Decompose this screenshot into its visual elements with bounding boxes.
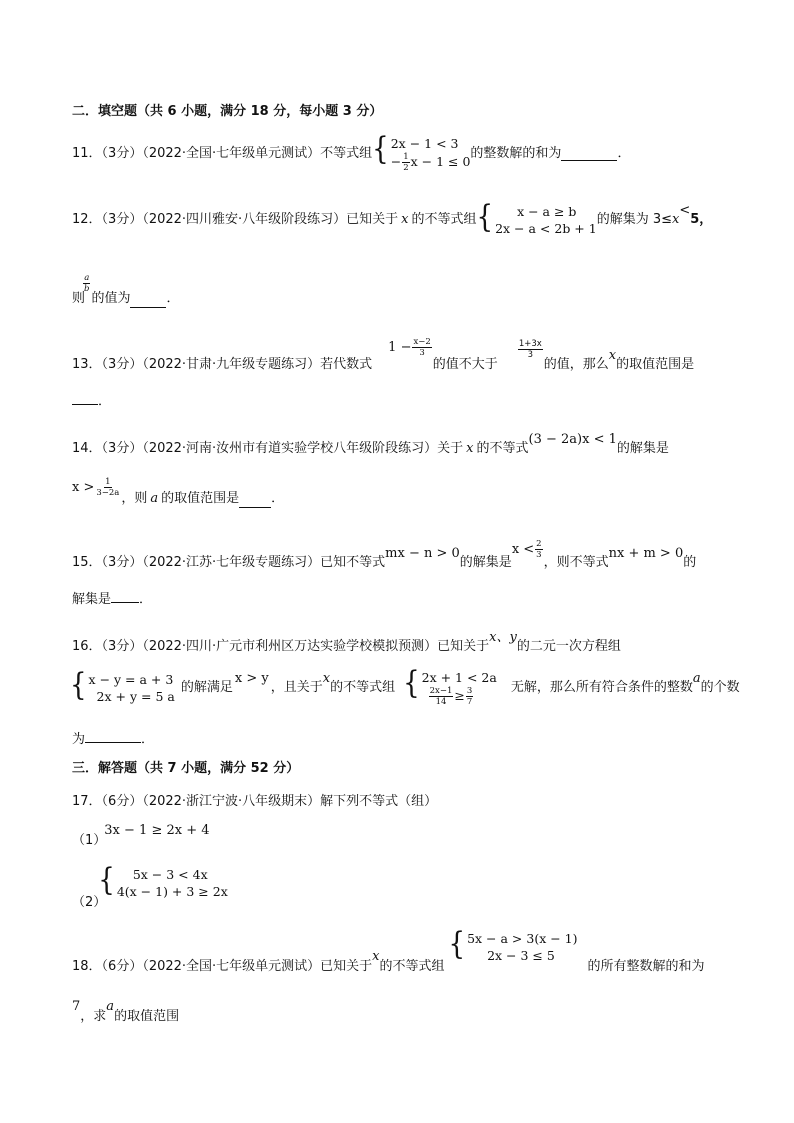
question-16-line-2 [70,664,740,712]
q15-suffix: 的 [683,555,697,570]
q15-inequality-1: mx − n > 0 [385,546,460,561]
q13-suffix2: 的取值范围是 [616,357,695,372]
q18-mid: 的不等式组 [379,959,445,974]
q13-expr1 [388,337,433,358]
q16-end: ． [141,732,155,747]
q12-fraction-a-over-b [83,273,90,294]
question-15-line-2 [72,590,152,609]
q14-suffix: 的解集是 [616,441,669,456]
q12-answer-blank[interactable] [130,295,166,308]
q16-mid2: ，且关于 [270,680,323,695]
q14-inequality: (3 − 2a)x < 1 [528,432,617,447]
q14-mid: 的不等式 [476,441,529,456]
q11-fraction [402,152,409,173]
q16-mid3: 的不等式组 [330,680,396,695]
q14-var-a: a [150,491,159,506]
q12-row-2: 2x − a < 2b + 1 [495,221,597,236]
q18-var-a: a [106,999,115,1014]
section-3-heading: 三．解答题（共 7 小题，满分 52 分） [72,761,300,776]
section-2-heading: 二．填空题（共 6 小题，满分 18 分，每小题 3 分） [72,104,383,119]
q18-prefix: 18．（6分）（2022·全国·七年级单元测试）已知关于 [72,959,373,974]
q14-answer-blank[interactable] [239,495,271,508]
q14-var-x: x [466,441,474,456]
q16-mid1: 的解满足 [180,680,233,695]
brace-icon: { [448,926,466,963]
q14-line2-post: 的取值范围是 [161,491,240,506]
q15-end: ． [139,592,153,607]
q11-suffix: 的整数解的和为 [470,146,562,161]
q16-mid5: 的个数 [700,680,740,695]
q16-left-den: 14 [435,697,447,707]
question-17-part-2 [72,862,228,912]
q18-var-x: x [372,949,380,964]
q17-part-2-row-1: 5x − 3 < 4x [132,867,208,882]
q12-prefix: 12．（3分）（2022·四川雅安·八年级阶段练习）已知关于 [72,212,399,227]
brace-icon: { [403,665,420,702]
q13-expr1-num: x−2 [413,337,431,347]
q12-solution-end: 5， [690,212,713,227]
question-16-line-3 [72,730,154,749]
q18-line2-post: 的取值范围 [114,1009,180,1024]
q15-solution-num: 2 [536,539,542,549]
q15-inequality-2: nx + m > 0 [608,546,684,561]
q16-left-fraction [429,686,454,707]
question-14-line-2 [72,476,284,508]
q14-solution-pre: x > [72,480,95,495]
q18-row-1: 5x − a > 3(x − 1) [467,931,578,946]
q12-var-x: x [401,212,409,227]
q12-frac-num: a [84,273,90,283]
question-12 [72,200,712,240]
question-12-line-2 [72,272,180,308]
q14-solution [72,477,121,498]
q17-part-2-row-2: 4(x − 1) + 3 ≥ 2x [116,884,228,899]
q12-line2-pre: 则 [72,291,86,306]
brace-icon: { [372,131,389,168]
q16-condition: x > y [234,671,269,686]
q16-vars-x-y: x、y [489,630,517,645]
q13-expr1-fraction [412,337,431,358]
q11-end: ． [617,146,631,161]
q13-expr2-fraction [518,339,543,360]
q13-end: ． [98,394,112,409]
q13-expr1-pre: 1 − [388,340,412,355]
q13-mid: 的值不大于 [432,357,498,372]
q14-line2-mid: ，则 [121,491,148,506]
q12-mid: 的不等式组 [411,212,477,227]
q12-row-1: x − a ≥ b [517,204,577,219]
q12-end: ． [166,291,180,306]
brace-icon: { [70,667,87,704]
q14-solution-num: 1 [105,477,111,487]
question-17-part-1 [72,823,210,850]
q15-answer-blank[interactable] [111,590,139,603]
question-17: 17．（6分）（2022·浙江宁波·八年级期末）解下列不等式（组） [72,794,438,809]
q13-answer-blank[interactable] [72,392,98,405]
q15-prefix: 15．（3分）（2022·江苏·七年级专题练习）已知不等式 [72,555,386,570]
q11-frac-den: 2 [403,163,409,173]
q17-part-1-label: （1） [72,833,107,848]
q13-var-x: x [608,348,617,363]
q16-var-a: a [692,671,701,686]
q15-mid: 的解集是 [459,555,512,570]
q13-expr1-den: 3 [419,348,425,358]
q18-row-2: 2x − 3 ≤ 5 [487,948,555,963]
q13-expr2-num: 1+3x [518,339,542,349]
q11-inequality-system [372,131,471,173]
q13-prefix: 13．（3分）（2022·甘肃·九年级专题练习）若代数式 [72,357,373,372]
q16-ineq-op: ≥ [454,688,465,703]
q16-right-fraction [466,686,473,707]
question-13 [72,334,694,374]
q14-end: ． [271,491,285,506]
q16-mid4: 无解，那么所有符合条件的整数 [510,680,693,695]
q16-right-num: 3 [466,686,473,696]
question-18 [72,926,705,976]
q11-row-1: 2x − 1 < 3 [390,136,459,151]
q18-sum-value: 7 [72,999,81,1014]
q17-part-2-system [98,862,228,900]
q12-solution-start: 的解集为 3≤ [596,212,672,227]
question-14 [72,426,669,458]
question-13-line-2 [72,392,111,411]
q13-expr2-den: 3 [527,350,533,360]
q16-inequality-system [403,665,497,707]
q13-suffix1: 的值，那么 [543,357,609,372]
q11-frac-num: 1 [403,152,409,162]
q16-ineq-row-2 [422,686,497,707]
q14-solution-den: 3−2a [96,488,120,498]
q15-mid2: ，则不等式 [543,555,609,570]
q18-inequality-system [448,926,578,964]
q16-var-x: x [322,671,331,686]
brace-icon: { [98,862,115,899]
q12-frac-den: b [84,284,90,294]
q15-solution-fraction [535,539,542,560]
q12-inequality-system [476,199,597,237]
q16-prefix: 16．（3分）（2022·四川·广元市利州区万达实验学校模拟预测）已知关于 [72,639,490,654]
q16-line3: 为 [72,732,86,747]
q15-solution [512,539,544,560]
q12-line2-post: 的值为 [91,291,131,306]
q11-prefix: 11．（3分）（2022·全国·七年级单元测试）不等式组 [72,146,373,161]
q18-suffix: 的所有整数解的和为 [587,959,705,974]
question-11 [72,131,631,174]
question-18-line-2 [72,996,179,1026]
q16-equation-system [70,667,175,705]
q14-prefix: 14．（3分）（2022·河南·汝州市有道实验学校八年级阶段练习）关于 [72,441,464,456]
q12-solution-x: x [672,212,680,227]
q16-ineq-row-1: 2x + 1 < 2a [421,670,497,685]
q15-solution-pre: x < [511,542,535,557]
q16-answer-blank[interactable] [85,730,141,743]
q12-suffix [596,203,713,229]
q16-left-num: 2x−1 [429,686,453,696]
q16-eq-row-2: 2x + y = 5 a [96,689,175,704]
q16-eq-row-1: x − y = a + 3 [88,672,174,687]
q11-answer-blank[interactable] [561,148,617,161]
q16-suffix: 的二元一次方程组 [516,639,621,654]
q18-line2-mid: ，求 [80,1009,107,1024]
q11-row-2-rest: x − 1 ≤ 0 [410,154,471,169]
question-16 [72,628,621,656]
q11-row-2-sign: − [390,154,402,169]
question-15 [72,536,696,572]
q17-part-1-expression: 3x − 1 ≥ 2x + 4 [104,823,210,838]
q16-right-den: 7 [466,697,473,707]
q17-part-2-label: （2） [72,895,107,910]
q15-solution-den: 3 [536,550,542,560]
q14-solution-fraction [95,477,120,498]
q11-row-2 [391,152,471,173]
brace-icon: { [476,199,494,236]
q15-line2: 解集是 [72,592,112,607]
q12-solution-lt: < [679,203,691,218]
